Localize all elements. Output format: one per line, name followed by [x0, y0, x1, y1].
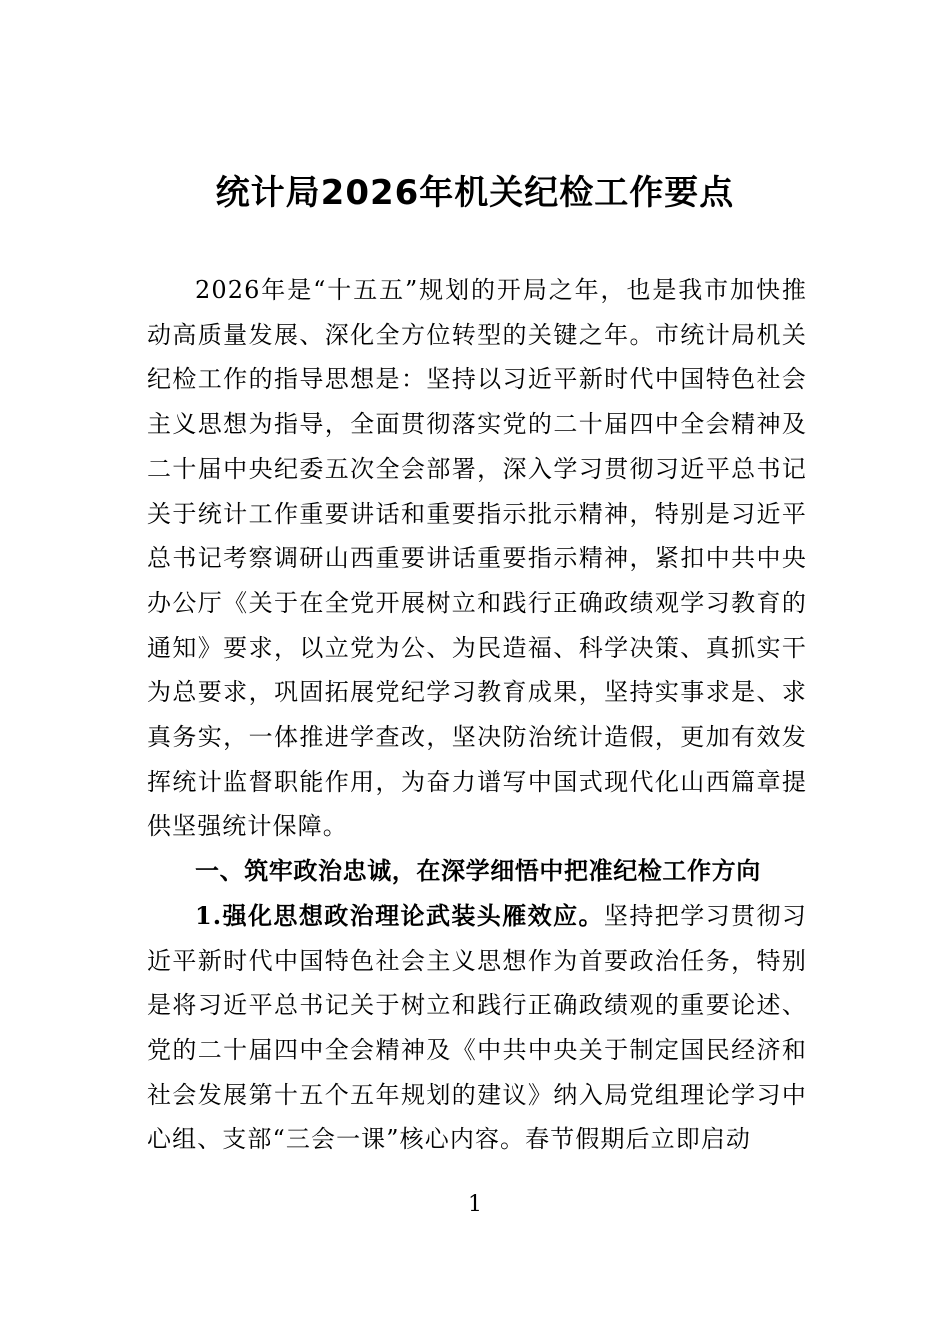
- document-title: 统计局2026年机关纪检工作要点: [215, 173, 735, 213]
- section-heading: 一、筑牢政治忠诚，在深学细悟中把准纪检工作方向: [195, 857, 761, 886]
- item-1-lead: 1.强化思想政治理论武装头雁效应。: [195, 900, 604, 930]
- intro-paragraph: 2026年是“十五五”规划的开局之年，也是我市加快推动高质量发展、深化全方位转型的关键之年。市统计局机关纪检工作的指导思想是：坚持以习近平新时代中国特色社会主义思想为指导，全面贯彻落实党的二十届四中全会精神及二十届中央纪委五次全会部署，深入学习贯彻习近平总书记关于统计工作重要讲话和重要指示批示精神，特别是习近平总书记考察调研山西重要讲话重要指示精神，紧扣中共中央办公厅《关于在全党开展树立和践行正确政绩观学习教育的通知》要求，以立党为公、为民造福、科学决策、真抓实干为总要求，巩固拓展党纪学习教育成果，坚持实事求是、求真务实，一体推进学查改，坚决防治统计造假，更加有效发挥统计监督职能作用，为奋力谱写中国式现代化山西篇章提供坚强统计保障。: [147, 276, 807, 841]
- item-1-paragraph: [147, 894, 807, 1162]
- item-1-body: 坚持把学习贯彻习近平新时代中国特色社会主义思想作为首要政治任务，特别是将习近平总书记关于树立和践行正确政绩观的重要论述、党的二十届四中全会精神及《中共中央关于制定国民经济和社会发展第十五个五年规划的建议》纳入局党组理论学习中心组、支部“三会一课”核心内容。春节假期后立即启动: [147, 901, 807, 1154]
- document-body: [147, 268, 807, 1162]
- page-number: 1: [468, 1192, 482, 1217]
